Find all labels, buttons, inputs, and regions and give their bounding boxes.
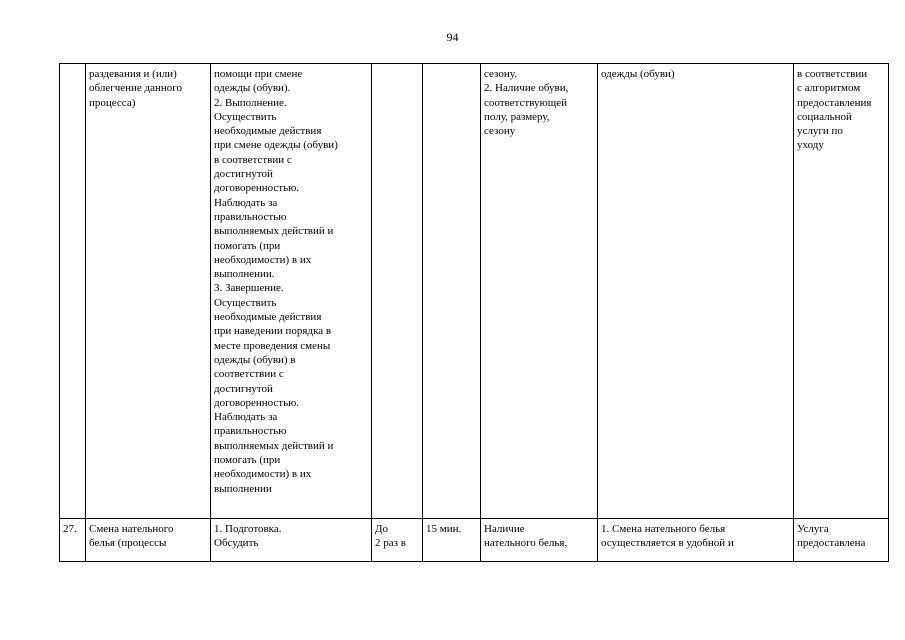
cell-number: 27. — [60, 519, 86, 562]
cell-conditions: Наличие нательного белья, — [481, 519, 598, 562]
cell-evaluation: в соответствии с алгоритмом предоставления социальной услуги по уходу — [794, 64, 889, 519]
page-number: 94 — [446, 30, 459, 44]
cell-evaluation: Услуга предоставлена — [794, 519, 889, 562]
cell-frequency — [372, 64, 423, 519]
cell-quality: одежды (обуви) — [598, 64, 794, 519]
cell-service-content: 1. Подготовка. Обсудить — [211, 519, 372, 562]
cell-conditions: сезону. 2. Наличие обуви, соответствующей полу, размеру, сезону — [481, 64, 598, 519]
cell-quality: 1. Смена нательного белья осуществляется в удобной и — [598, 519, 794, 562]
cell-number — [60, 64, 86, 519]
table-row — [60, 64, 889, 519]
cell-service-content: помощи при смене одежды (обуви). 2. Выполнение. Осуществить необходимые действия при смене одежды (обуви) в соответствии с достигнутой договоренностью. Наблюдать за правильностью выполняемых действий и помогать (при необходимости) в их выполнении. 3. Завершение. Осуществить необходимые действия при наведении порядка в месте проведения смены одежды (обуви) в соответствии с достигнутой договоренностью. Наблюдать за правильностью выполняемых действий и помогать (при необходимости) в их выполнении — [211, 64, 372, 519]
cell-duration — [423, 64, 481, 519]
cell-service-name: Смена нательного белья (процессы — [86, 519, 211, 562]
cell-duration: 15 мин. — [423, 519, 481, 562]
cell-frequency: До 2 раз в — [372, 519, 423, 562]
table-row — [60, 519, 889, 562]
services-table — [59, 63, 889, 562]
cell-service-name: раздевания и (или) облегчение данного процесса) — [86, 64, 211, 519]
